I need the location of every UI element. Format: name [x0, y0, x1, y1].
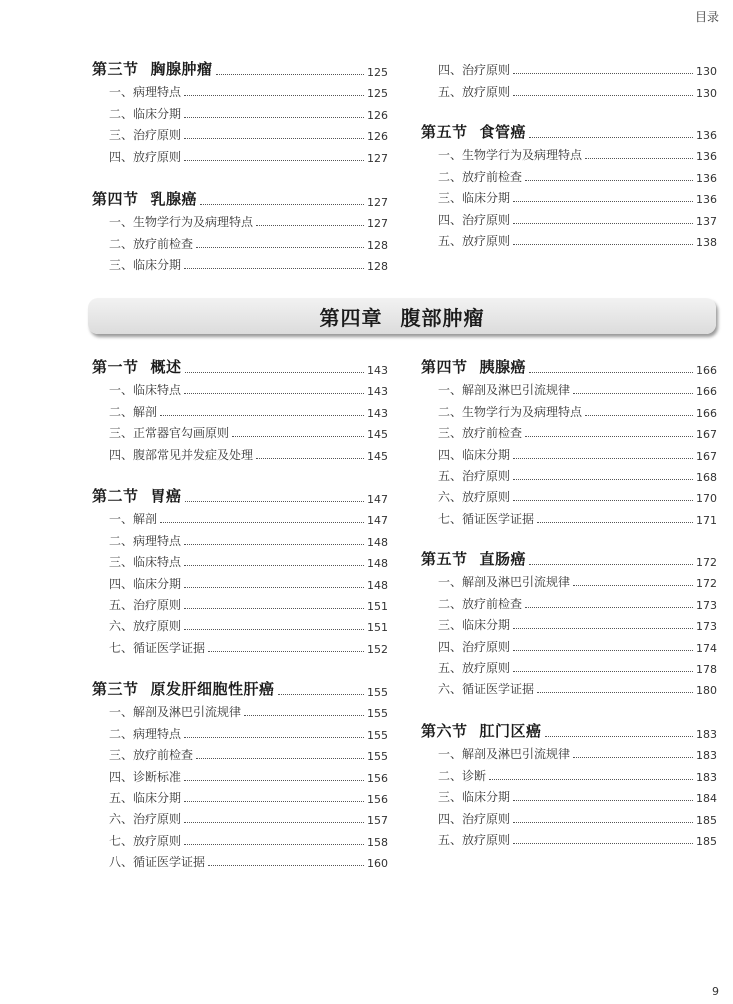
- toc-entry: [92, 699, 388, 720]
- section-heading: [421, 120, 717, 142]
- section-title: 原发肝细胞性肝癌: [150, 680, 275, 698]
- dot-leader: [232, 436, 364, 437]
- toc-entry: [92, 806, 388, 827]
- dot-leader: [184, 737, 364, 738]
- entry-label: 五、放疗原则: [438, 660, 511, 675]
- toc-entry: [92, 209, 388, 230]
- toc-entry: [421, 142, 717, 163]
- dot-leader: [184, 393, 364, 394]
- entry-label: 四、诊断标准: [109, 769, 182, 784]
- entry-page-number: 130: [696, 65, 717, 79]
- dot-leader: [200, 204, 364, 205]
- dot-leader: [513, 479, 693, 480]
- section-number: 第五节: [421, 123, 468, 141]
- section-number: 第三节: [92, 680, 139, 698]
- entry-page-number: 156: [367, 792, 388, 806]
- toc-entry: [421, 655, 717, 676]
- dot-leader: [513, 458, 693, 459]
- section-page-number: 172: [696, 556, 717, 569]
- section-heading: [92, 484, 388, 506]
- dot-leader: [525, 607, 693, 608]
- toc-section-overview: [92, 355, 388, 463]
- dot-leader: [585, 415, 693, 416]
- toc-entry: [421, 463, 717, 484]
- entry-label: 二、诊断: [438, 768, 487, 783]
- dot-leader: [184, 844, 364, 845]
- toc-entry: [421, 676, 717, 697]
- dot-leader: [573, 585, 693, 586]
- section-title: 直肠癌: [479, 550, 527, 568]
- dot-leader: [529, 137, 693, 138]
- section-title: 胸腺肿瘤: [150, 60, 213, 78]
- entry-label: 二、解剖: [109, 404, 158, 419]
- dot-leader: [513, 95, 693, 96]
- dot-leader: [208, 865, 364, 866]
- entry-page-number: 155: [367, 707, 388, 721]
- dot-leader: [513, 843, 693, 844]
- entry-page-number: 178: [696, 662, 717, 676]
- header-label: 目录: [694, 10, 719, 24]
- toc-entry: [421, 163, 717, 184]
- section-heading: [421, 719, 717, 741]
- section-page-number: 136: [696, 129, 717, 142]
- entry-page-number: 173: [696, 598, 717, 612]
- toc-entry: [92, 230, 388, 251]
- toc-entry: [421, 590, 717, 611]
- dot-leader: [184, 780, 364, 781]
- dot-leader: [513, 223, 693, 224]
- entry-page-number: 126: [367, 108, 388, 122]
- entry-label: 二、放疗前检查: [438, 169, 523, 184]
- toc-entry: [92, 441, 388, 462]
- entry-page-number: 167: [696, 449, 717, 463]
- dot-leader: [573, 757, 693, 758]
- entry-page-number: 145: [367, 449, 388, 463]
- section-title-group: [421, 720, 542, 741]
- entry-page-number: 128: [367, 260, 388, 274]
- dot-leader: [160, 522, 364, 523]
- toc-entry: [421, 78, 717, 99]
- section-title-group: [92, 356, 182, 377]
- entry-label: 七、放疗原则: [109, 833, 182, 848]
- toc-section-continued: [421, 57, 717, 100]
- dot-leader: [513, 500, 693, 501]
- section-number: 第四节: [421, 358, 468, 376]
- dot-leader: [573, 393, 693, 394]
- dot-leader: [184, 268, 364, 269]
- entry-label: 五、放疗原则: [438, 832, 511, 847]
- entry-label: 一、生物学行为及病理特点: [109, 215, 254, 230]
- entry-label: 六、放疗原则: [438, 490, 511, 505]
- toc-entry: [421, 484, 717, 505]
- toc-entry: [421, 827, 717, 848]
- toc-entry: [421, 805, 717, 826]
- toc-entry: [92, 100, 388, 121]
- entry-page-number: 127: [367, 151, 388, 165]
- entry-label: 三、临床分期: [438, 618, 511, 633]
- section-title: 概述: [150, 358, 182, 376]
- entry-label: 一、解剖及淋巴引流规律: [438, 575, 571, 590]
- section-number: 第三节: [92, 60, 139, 78]
- toc-entry: [92, 849, 388, 870]
- entry-label: 一、解剖及淋巴引流规律: [438, 747, 571, 762]
- section-title: 乳腺癌: [150, 190, 198, 208]
- toc-entry: [421, 228, 717, 249]
- entry-label: 二、病理特点: [109, 533, 182, 548]
- entry-label: 四、治疗原则: [438, 63, 511, 78]
- dot-leader: [278, 694, 364, 695]
- entry-label: 六、循证医学证据: [438, 682, 535, 697]
- entry-page-number: 136: [696, 193, 717, 207]
- entry-label: 二、临床分期: [109, 106, 182, 121]
- dot-leader: [537, 692, 693, 693]
- section-title-group: [92, 485, 182, 506]
- entry-page-number: 137: [696, 214, 717, 228]
- entry-page-number: 136: [696, 150, 717, 164]
- toc-section-rectal-cancer: [421, 547, 717, 697]
- entry-label: 五、放疗原则: [438, 84, 511, 99]
- entry-label: 七、循证医学证据: [109, 640, 206, 655]
- entry-page-number: 148: [367, 557, 388, 571]
- entry-label: 三、临床分期: [109, 258, 182, 273]
- toc-entry: [421, 569, 717, 590]
- chapter-title: 腹部肿瘤: [400, 305, 485, 330]
- section-title-group: [92, 678, 275, 699]
- section-title-group: [421, 356, 526, 377]
- toc-entry: [421, 57, 717, 78]
- toc-entry: [92, 742, 388, 763]
- entry-label: 三、治疗原则: [109, 128, 182, 143]
- entry-label: 四、治疗原则: [438, 639, 511, 654]
- toc-entry: [421, 206, 717, 227]
- entry-label: 四、临床分期: [109, 576, 182, 591]
- section-title: 肛门区癌: [479, 722, 542, 740]
- section-number: 第二节: [92, 487, 139, 505]
- dot-leader: [585, 158, 693, 159]
- dot-leader: [184, 608, 364, 609]
- entry-page-number: 171: [696, 513, 717, 527]
- entry-page-number: 172: [696, 577, 717, 591]
- entry-page-number: 184: [696, 792, 717, 806]
- dot-leader: [256, 225, 364, 226]
- entry-page-number: 125: [367, 87, 388, 101]
- toc-entry: [92, 549, 388, 570]
- entry-label: 一、生物学行为及病理特点: [438, 148, 583, 163]
- dot-leader: [525, 180, 693, 181]
- entry-label: 三、临床分期: [438, 790, 511, 805]
- section-heading: [92, 677, 388, 699]
- toc-entry: [92, 827, 388, 848]
- entry-label: 一、解剖及淋巴引流规律: [109, 705, 242, 720]
- dot-leader: [513, 650, 693, 651]
- entry-label: 八、循证医学证据: [109, 855, 206, 870]
- section-title: 胰腺癌: [479, 358, 527, 376]
- entry-label: 一、解剖: [109, 512, 158, 527]
- dot-leader: [216, 74, 364, 75]
- toc-section-liver-cancer: [92, 677, 388, 870]
- entry-page-number: 167: [696, 428, 717, 442]
- chapter-heading: [88, 298, 716, 334]
- toc-entry: [92, 527, 388, 548]
- entry-label: 六、治疗原则: [109, 812, 182, 827]
- entry-page-number: 156: [367, 771, 388, 785]
- toc-entry: [421, 377, 717, 398]
- toc-entry: [421, 741, 717, 762]
- dot-leader: [184, 95, 364, 96]
- toc-entry: [92, 420, 388, 441]
- entry-page-number: 185: [696, 834, 717, 848]
- dot-leader: [513, 244, 693, 245]
- dot-leader: [513, 628, 693, 629]
- entry-page-number: 183: [696, 749, 717, 763]
- section-number: 第四节: [92, 190, 139, 208]
- dot-leader: [184, 138, 364, 139]
- entry-page-number: 157: [367, 814, 388, 828]
- dot-leader: [513, 73, 693, 74]
- section-title: 食管癌: [479, 123, 527, 141]
- toc-entry: [92, 143, 388, 164]
- toc-entry: [92, 377, 388, 398]
- dot-leader: [489, 779, 693, 780]
- entry-label: 四、腹部常见并发症及处理: [109, 447, 254, 462]
- dot-leader: [513, 822, 693, 823]
- section-title: 胃癌: [150, 487, 182, 505]
- toc-section-gastric-cancer: [92, 484, 388, 656]
- entry-page-number: 158: [367, 835, 388, 849]
- entry-page-number: 155: [367, 750, 388, 764]
- entry-page-number: 183: [696, 770, 717, 784]
- section-number: 第五节: [421, 550, 468, 568]
- section-heading: [421, 547, 717, 569]
- entry-page-number: 174: [696, 641, 717, 655]
- dot-leader: [537, 522, 693, 523]
- toc-section-anal-cancer: [421, 719, 717, 848]
- toc-section-pancreatic-cancer: [421, 355, 717, 527]
- toc-entry: [92, 592, 388, 613]
- section-heading: [421, 355, 717, 377]
- section-title-group: [421, 548, 526, 569]
- entry-page-number: 138: [696, 235, 717, 249]
- section-page-number: 147: [367, 493, 388, 506]
- section-page-number: 143: [367, 364, 388, 377]
- section-page-number: 127: [367, 196, 388, 209]
- section-heading: [92, 187, 388, 209]
- dot-leader: [185, 501, 364, 502]
- entry-label: 七、循证医学证据: [438, 511, 535, 526]
- dot-leader: [513, 800, 693, 801]
- entry-page-number: 151: [367, 621, 388, 635]
- toc-entry: [92, 570, 388, 591]
- entry-page-number: 173: [696, 620, 717, 634]
- dot-leader: [184, 629, 364, 630]
- entry-page-number: 143: [367, 385, 388, 399]
- toc-entry: [421, 505, 717, 526]
- toc-entry: [92, 79, 388, 100]
- entry-page-number: 148: [367, 535, 388, 549]
- entry-label: 三、放疗前检查: [109, 748, 194, 763]
- dot-leader: [545, 736, 693, 737]
- dot-leader: [256, 458, 364, 459]
- toc-entry: [421, 762, 717, 783]
- entry-label: 五、临床分期: [109, 790, 182, 805]
- dot-leader: [529, 564, 693, 565]
- toc-entry: [92, 506, 388, 527]
- section-title-group: [92, 58, 213, 79]
- entry-page-number: 143: [367, 406, 388, 420]
- entry-label: 一、解剖及淋巴引流规律: [438, 383, 571, 398]
- toc-section-thymoma: [92, 57, 388, 165]
- dot-leader: [208, 651, 364, 652]
- entry-label: 五、治疗原则: [438, 468, 511, 483]
- section-page-number: 125: [367, 66, 388, 79]
- dot-leader: [184, 822, 364, 823]
- toc-entry: [92, 252, 388, 273]
- section-heading: [92, 57, 388, 79]
- entry-label: 二、放疗前检查: [109, 236, 194, 251]
- entry-page-number: 151: [367, 599, 388, 613]
- entry-label: 五、放疗原则: [438, 233, 511, 248]
- chapter-number: 第四章: [319, 305, 383, 330]
- dot-leader: [196, 758, 364, 759]
- entry-label: 四、治疗原则: [438, 212, 511, 227]
- entry-page-number: 168: [696, 470, 717, 484]
- entry-label: 三、放疗前检查: [438, 426, 523, 441]
- toc-entry: [92, 763, 388, 784]
- entry-label: 二、生物学行为及病理特点: [438, 404, 583, 419]
- entry-label: 四、放疗原则: [109, 149, 182, 164]
- dot-leader: [184, 801, 364, 802]
- toc-entry: [92, 613, 388, 634]
- dot-leader: [184, 544, 364, 545]
- dot-leader: [184, 117, 364, 118]
- entry-page-number: 185: [696, 813, 717, 827]
- entry-page-number: 155: [367, 728, 388, 742]
- entry-label: 五、治疗原则: [109, 597, 182, 612]
- entry-label: 二、放疗前检查: [438, 596, 523, 611]
- dot-leader: [184, 587, 364, 588]
- entry-page-number: 166: [696, 406, 717, 420]
- entry-label: 三、临床特点: [109, 555, 182, 570]
- dot-leader: [529, 372, 693, 373]
- dot-leader: [185, 372, 364, 373]
- section-title-group: [421, 121, 526, 142]
- section-page-number: 183: [696, 728, 717, 741]
- entry-label: 三、正常器官勾画原则: [109, 426, 230, 441]
- entry-label: 一、临床特点: [109, 383, 182, 398]
- dot-leader: [184, 160, 364, 161]
- section-title-group: [92, 188, 197, 209]
- dot-leader: [160, 415, 364, 416]
- section-heading: [92, 355, 388, 377]
- toc-entry: [421, 398, 717, 419]
- entry-page-number: 130: [696, 86, 717, 100]
- toc-entry: [92, 398, 388, 419]
- entry-label: 四、临床分期: [438, 447, 511, 462]
- section-number: 第一节: [92, 358, 139, 376]
- section-page-number: 155: [367, 686, 388, 699]
- dot-leader: [513, 201, 693, 202]
- toc-entry: [421, 784, 717, 805]
- dot-leader: [525, 436, 693, 437]
- entry-page-number: 147: [367, 514, 388, 528]
- entry-label: 三、临床分期: [438, 191, 511, 206]
- entry-label: 六、放疗原则: [109, 619, 182, 634]
- page-number: 9: [712, 985, 719, 998]
- toc-entry: [421, 633, 717, 654]
- entry-label: 二、病理特点: [109, 726, 182, 741]
- toc-entry: [421, 185, 717, 206]
- toc-entry: [421, 441, 717, 462]
- toc-entry: [421, 612, 717, 633]
- dot-leader: [513, 671, 693, 672]
- dot-leader: [196, 247, 364, 248]
- entry-page-number: 160: [367, 857, 388, 871]
- entry-page-number: 166: [696, 385, 717, 399]
- entry-page-number: 152: [367, 642, 388, 656]
- entry-label: 一、病理特点: [109, 85, 182, 100]
- entry-page-number: 170: [696, 492, 717, 506]
- entry-page-number: 126: [367, 130, 388, 144]
- entry-page-number: 128: [367, 238, 388, 252]
- entry-page-number: 145: [367, 428, 388, 442]
- toc-entry: [421, 420, 717, 441]
- toc-entry: [92, 785, 388, 806]
- section-number: 第六节: [421, 722, 468, 740]
- toc-section-esophageal-cancer: [421, 120, 717, 249]
- toc-entry: [92, 634, 388, 655]
- entry-label: 四、治疗原则: [438, 811, 511, 826]
- dot-leader: [184, 565, 364, 566]
- entry-page-number: 180: [696, 684, 717, 698]
- toc-entry: [92, 720, 388, 741]
- entry-page-number: 148: [367, 578, 388, 592]
- entry-page-number: 127: [367, 217, 388, 231]
- dot-leader: [244, 715, 364, 716]
- section-page-number: 166: [696, 364, 717, 377]
- toc-entry: [92, 122, 388, 143]
- entry-page-number: 136: [696, 171, 717, 185]
- toc-section-breast-cancer: [92, 187, 388, 273]
